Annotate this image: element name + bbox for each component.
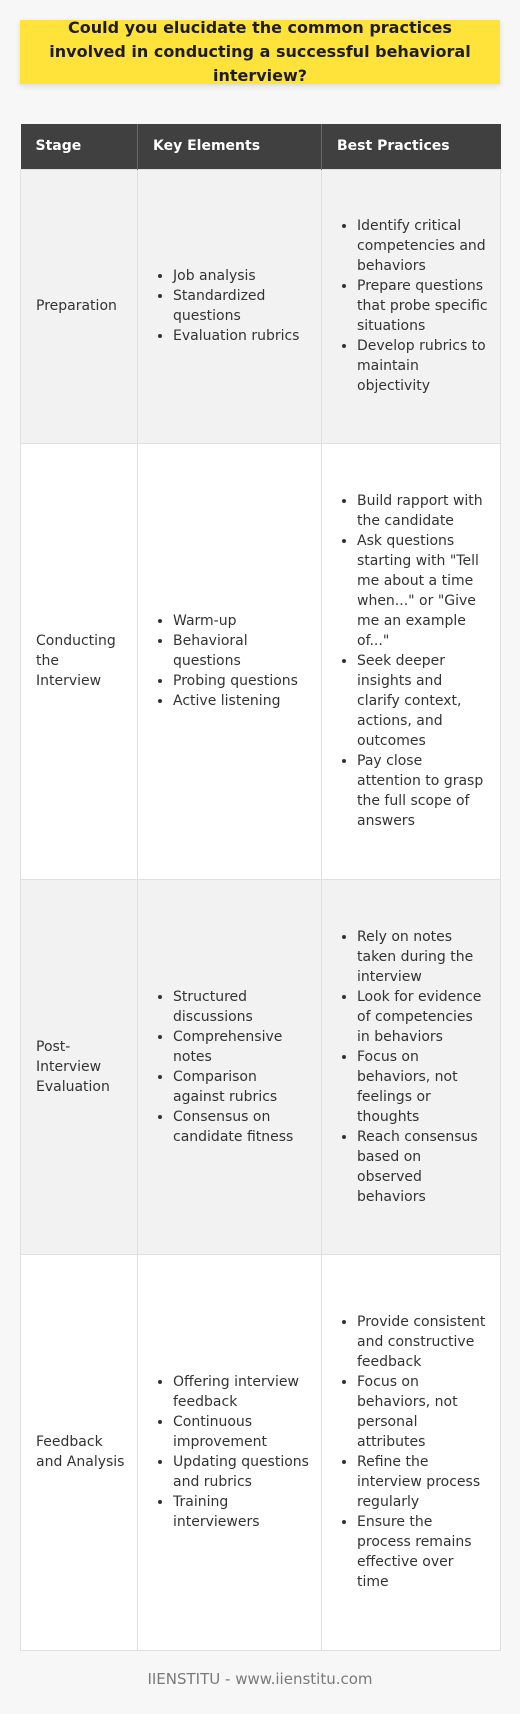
- table-row: [21, 443, 501, 879]
- table-header: [21, 124, 501, 169]
- best-practices-cell: [322, 879, 501, 1254]
- key-elements-list: [153, 1372, 309, 1532]
- table-row: [21, 879, 501, 1254]
- list-item: • Focus on behaviors, not personal attributes: [357, 1372, 488, 1452]
- key-elements-list: [153, 611, 309, 711]
- stage-cell: Post-Interview Evaluation: [21, 879, 138, 1254]
- list-item: • Structured discussions: [173, 987, 309, 1027]
- stage-cell: Preparation: [21, 169, 138, 443]
- list-item: • Provide consistent and constructive feedback: [357, 1312, 488, 1372]
- practices-table: [20, 124, 501, 1651]
- list-item: • Identify critical competencies and behaviors: [357, 216, 488, 276]
- list-item: • Training interviewers: [173, 1492, 309, 1532]
- list-item: • Warm-up: [173, 611, 309, 631]
- footer-credit[interactable]: IIENSTITU - www.iienstitu.com: [147, 1670, 373, 1688]
- best-practices-list: [337, 216, 488, 396]
- key-elements-list: [153, 266, 309, 346]
- best-practices-list: [337, 1312, 488, 1592]
- stage-cell: Conducting the Interview: [21, 443, 138, 879]
- page-title: Could you elucidate the common practices involved in conducting a successful behavioral interview?: [49, 18, 471, 85]
- stage-cell: Feedback and Analysis: [21, 1254, 138, 1650]
- list-item: • Offering interview feedback: [173, 1372, 309, 1412]
- best-practices-cell: [322, 169, 501, 443]
- best-practices-cell: [322, 1254, 501, 1650]
- key-elements-list: [153, 987, 309, 1147]
- list-item: • Active listening: [173, 691, 309, 711]
- table-row: [21, 1254, 501, 1650]
- list-item: • Updating questions and rubrics: [173, 1452, 309, 1492]
- list-item: • Rely on notes taken during the interview: [357, 927, 488, 987]
- table-header-row: [21, 124, 501, 169]
- list-item: • Ensure the process remains effective over time: [357, 1512, 488, 1592]
- best-practices-cell: [322, 443, 501, 879]
- list-item: • Reach consensus based on observed behaviors: [357, 1127, 488, 1207]
- list-item: • Prepare questions that probe specific situations: [357, 276, 488, 336]
- list-item: • Look for evidence of competencies in behaviors: [357, 987, 488, 1047]
- list-item: • Standardized questions: [173, 286, 309, 326]
- list-item: • Continuous improvement: [173, 1412, 309, 1452]
- list-item: • Consensus on candidate fitness: [173, 1107, 309, 1147]
- key-elements-cell: [138, 443, 322, 879]
- best-practices-list: [337, 927, 488, 1207]
- key-elements-cell: [138, 169, 322, 443]
- list-item: • Job analysis: [173, 266, 309, 286]
- key-elements-cell: [138, 1254, 322, 1650]
- list-item: • Ask questions starting with "Tell me about a time when..." or "Give me an example of...": [357, 531, 488, 651]
- table-row: [21, 169, 501, 443]
- list-item: • Evaluation rubrics: [173, 326, 309, 346]
- list-item: • Probing questions: [173, 671, 309, 691]
- best-practices-list: [337, 491, 488, 831]
- list-item: • Pay close attention to grasp the full scope of answers: [357, 751, 488, 831]
- list-item: • Comparison against rubrics: [173, 1067, 309, 1107]
- list-item: • Develop rubrics to maintain objectivity: [357, 336, 488, 396]
- key-elements-cell: [138, 879, 322, 1254]
- title-banner: [20, 20, 500, 84]
- list-item: • Focus on behaviors, not feelings or thoughts: [357, 1047, 488, 1127]
- header-best-practices: Best Practices: [322, 124, 501, 169]
- list-item: • Build rapport with the candidate: [357, 491, 488, 531]
- list-item: • Seek deeper insights and clarify context, actions, and outcomes: [357, 651, 488, 751]
- list-item: • Comprehensive notes: [173, 1027, 309, 1067]
- header-key-elements: Key Elements: [138, 124, 322, 169]
- list-item: • Refine the interview process regularly: [357, 1452, 488, 1512]
- list-item: • Behavioral questions: [173, 631, 309, 671]
- header-stage: Stage: [21, 124, 138, 169]
